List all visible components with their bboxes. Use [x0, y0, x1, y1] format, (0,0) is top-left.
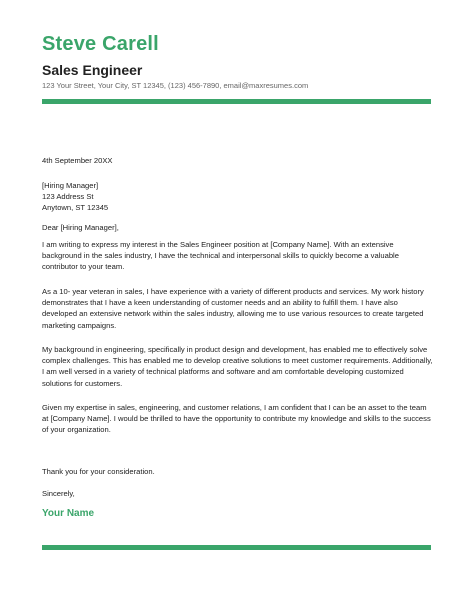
paragraph-4: Given my expertise in sales, engineering, and customer relations, I am confident that I can be an asset to the team at [Company Name]. I would be thrilled to have the opportunity to contribute my knowledge and skills to the success of your organization. — [42, 403, 431, 435]
signature-name: Your Name — [42, 508, 95, 519]
recipient-line-1: [Hiring Manager] — [42, 181, 99, 190]
paragraph-2: As a 10- year veteran in sales, I have experience with a variety of different products and services. My work history demonstrates that I have a keen understanding of customer needs and an ability to fulfill them. I have also developed an extensive network within the sales industry, allowing me to use various resources to create targeted marketing campaigns. — [42, 287, 424, 330]
recipient-line-3: Anytown, ST 12345 — [42, 203, 109, 213]
letter-date: 4th September 20XX — [42, 156, 113, 165]
recipient-address — [42, 180, 434, 214]
header-divider — [42, 99, 431, 104]
job-title: Sales Engineer — [42, 62, 143, 78]
greeting: Dear [Hiring Manager], — [42, 223, 119, 232]
footer-divider — [42, 545, 431, 550]
paragraph-1: I am writing to express my interest in the Sales Engineer position at [Company Name]. With an extensive background in the sales industry, I have the technical and interpersonal skills to quickly become a valuable contributor to your team. — [42, 240, 399, 272]
thanks-line: Thank you for your consideration. — [42, 467, 155, 476]
applicant-name: Steve Carell — [42, 33, 159, 55]
recipient-line-2: 123 Address St — [42, 192, 94, 202]
paragraph-3: My background in engineering, specifically in product design and development, has enabled me to effectively solve complex challenges. This has enabled me to develop creative solutions to meet customer requirements. Additionally, I am well versed in a variety of technical platforms and software and am comfortable developing customized solutions for customers. — [42, 345, 433, 388]
contact-info: 123 Your Street, Your City, ST 12345, (123) 456-7890, email@maxresumes.com — [42, 81, 309, 90]
closing: Sincerely, — [42, 489, 75, 498]
